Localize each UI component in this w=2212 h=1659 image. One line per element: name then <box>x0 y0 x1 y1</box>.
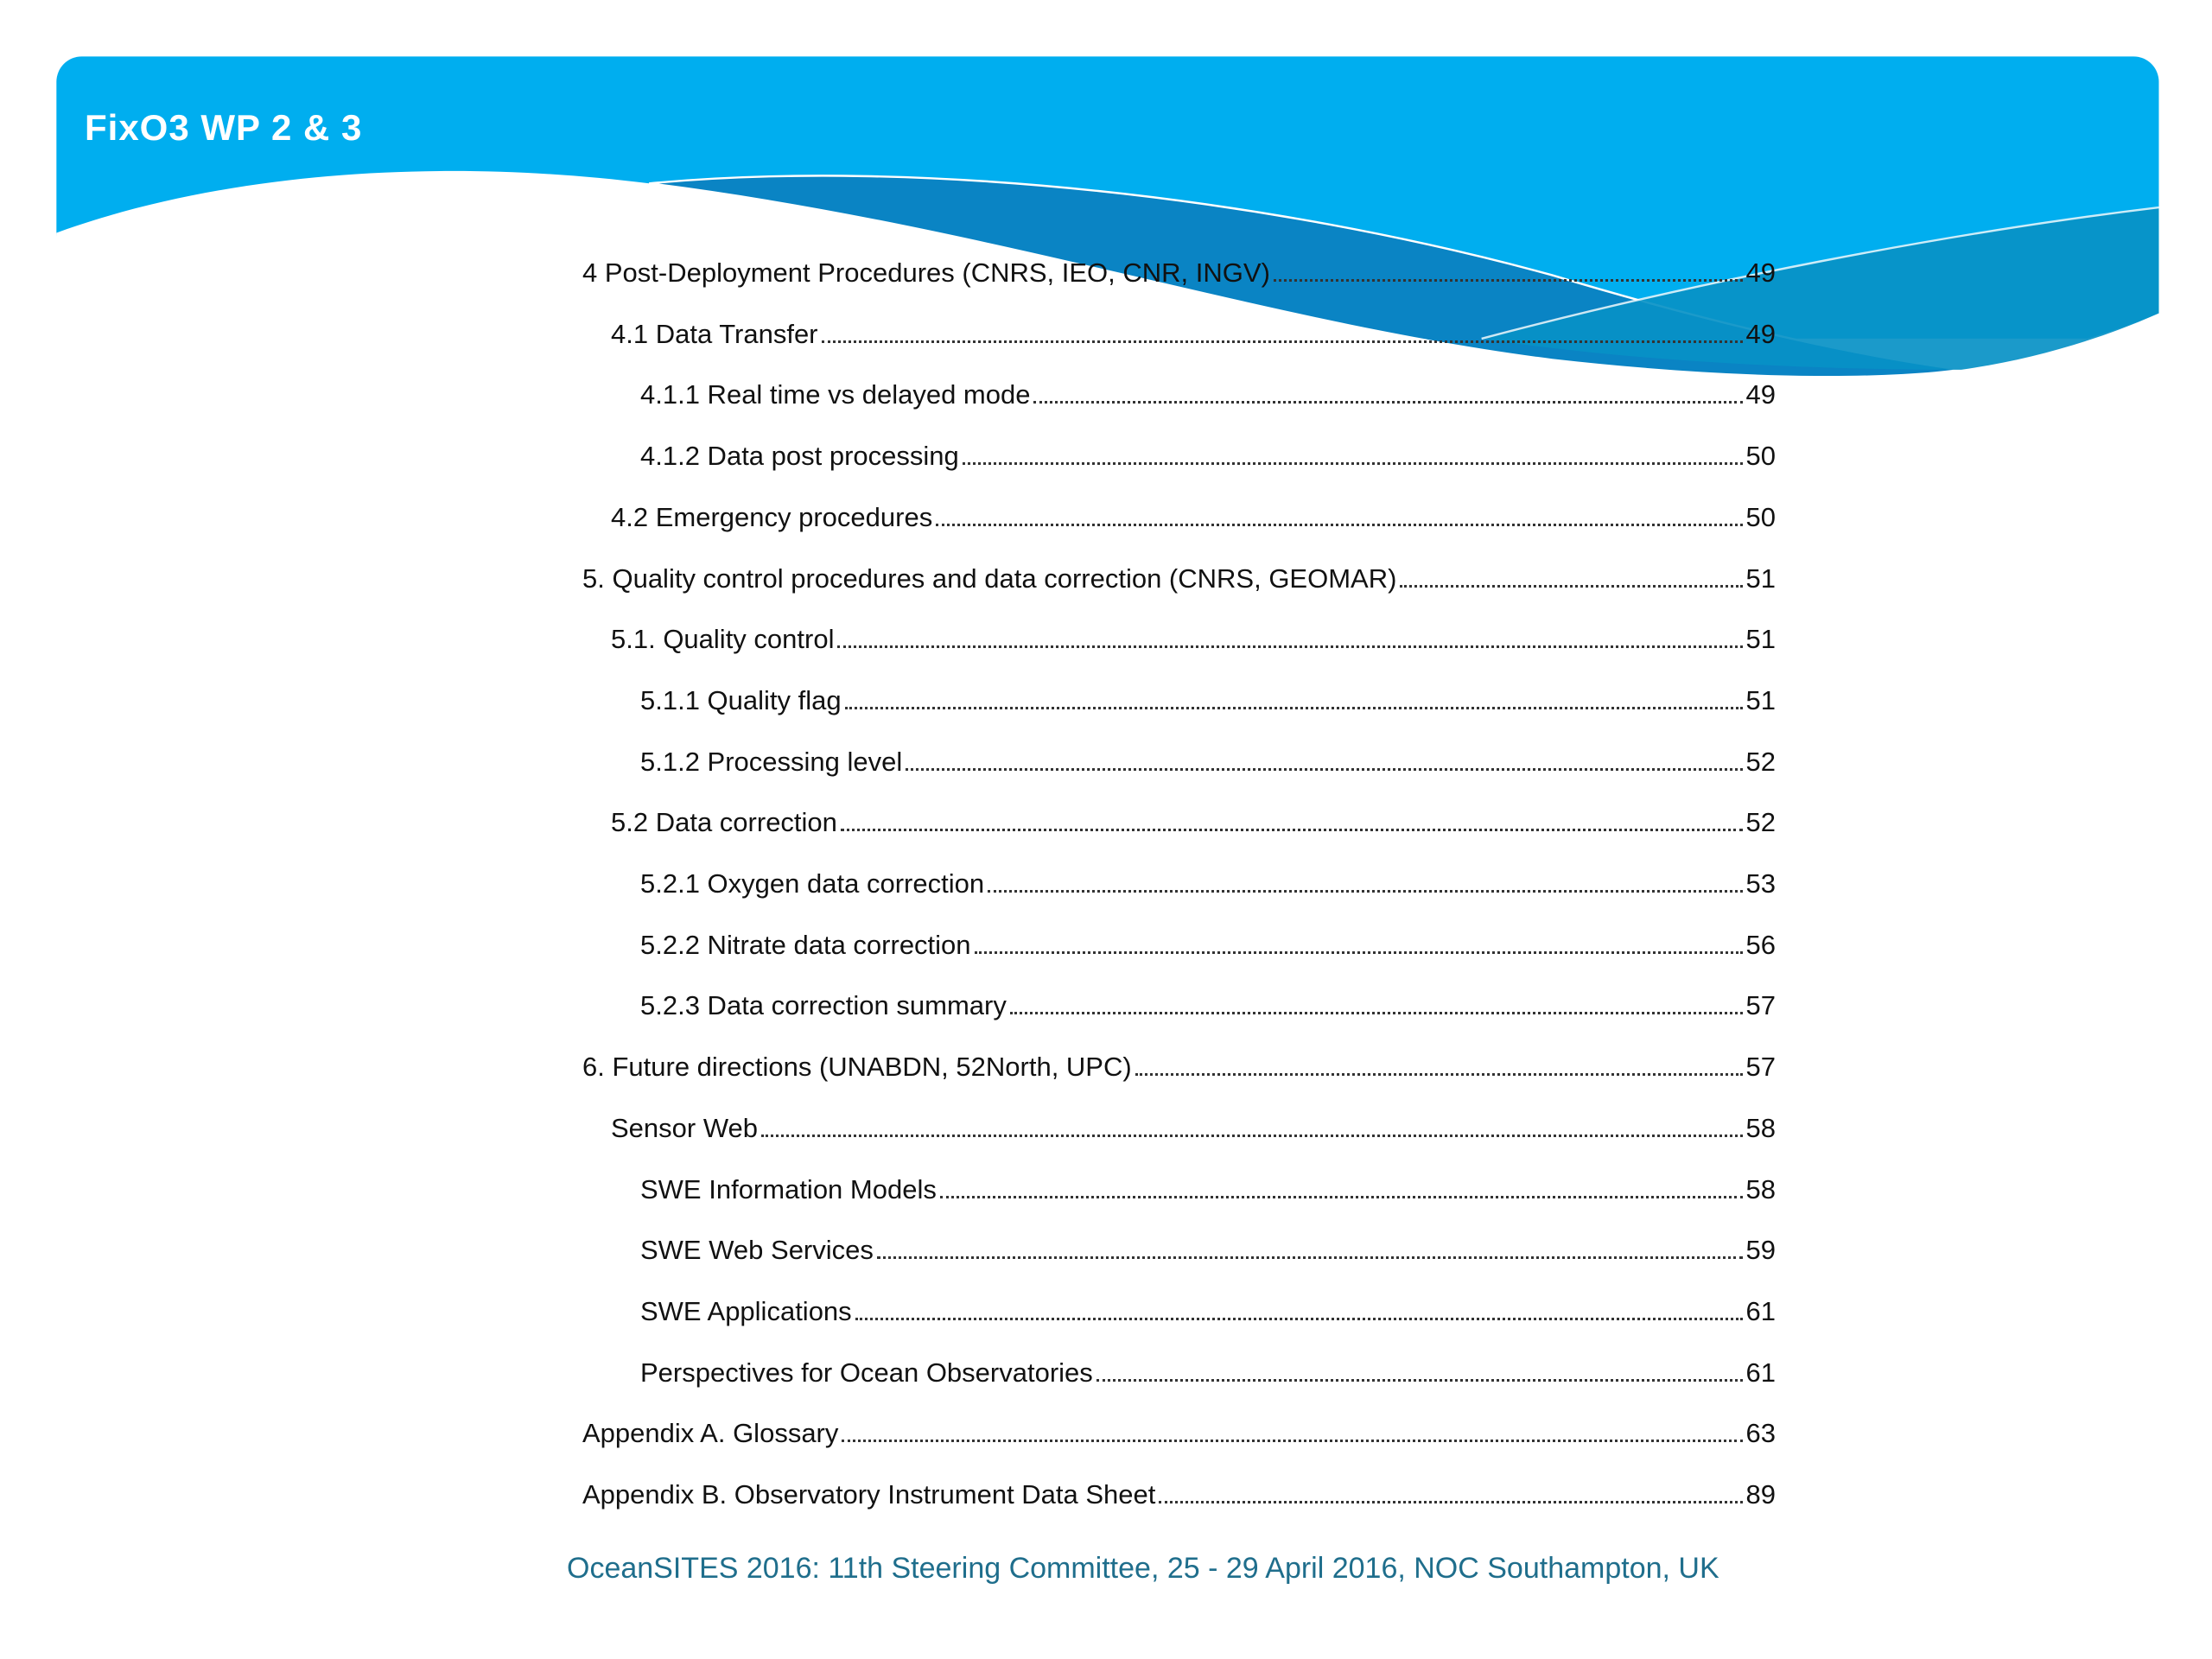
toc-leader-dots <box>877 1256 1743 1259</box>
toc-entry-label: 4.1 Data Transfer <box>611 318 818 349</box>
toc-entry-page: 56 <box>1745 929 1776 960</box>
toc-entry-page: 61 <box>1745 1357 1776 1388</box>
toc-leader-dots <box>1159 1501 1742 1503</box>
toc-entry[interactable] <box>582 245 1776 289</box>
toc-leader-dots <box>936 524 1742 526</box>
toc-entry-label: 5. Quality control procedures and data correction (CNRS, GEOMAR) <box>582 563 1397 594</box>
toc-entry[interactable] <box>582 551 1776 594</box>
toc-leader-dots <box>845 707 1743 709</box>
footer-text: OceanSITES 2016: 11th Steering Committee, 25 - 29 April 2016, NOC Southampton, UK <box>567 1552 1719 1585</box>
toc-entry-page: 51 <box>1745 563 1776 594</box>
toc-entry[interactable] <box>582 1467 1776 1510</box>
toc-entry-page: 63 <box>1745 1418 1776 1449</box>
toc-entry-label: 5.1.2 Processing level <box>640 746 903 777</box>
toc-leader-dots <box>855 1318 1743 1320</box>
toc-entry[interactable] <box>582 1039 1776 1083</box>
toc-entry-label: Appendix B. Observatory Instrument Data Sheet <box>582 1479 1156 1510</box>
toc-leader-dots <box>837 645 1742 648</box>
toc-entry-page: 53 <box>1745 868 1776 899</box>
toc-entry[interactable] <box>640 673 1776 716</box>
toc-leader-dots <box>975 951 1743 954</box>
toc-leader-dots <box>822 340 1743 343</box>
toc-entry-page: 58 <box>1745 1112 1776 1143</box>
toc-leader-dots <box>963 462 1743 465</box>
toc-entry-page: 57 <box>1745 990 1776 1021</box>
toc-entry-label: Appendix A. Glossary <box>582 1418 839 1449</box>
toc-leader-dots <box>1096 1379 1743 1382</box>
toc-entry-label: 5.2.1 Oxygen data correction <box>640 868 985 899</box>
toc-entry[interactable] <box>640 367 1776 410</box>
toc-entry-page: 50 <box>1745 441 1776 472</box>
toc-entry-page: 51 <box>1745 684 1776 715</box>
toc-entry-label: 4.1.2 Data post processing <box>640 441 959 472</box>
toc-leader-dots <box>761 1135 1743 1137</box>
toc-entry-label: 5.2 Data correction <box>611 807 837 838</box>
toc-entry-label: Perspectives for Ocean Observatories <box>640 1357 1093 1388</box>
toc-entry-label: SWE Information Models <box>640 1173 937 1205</box>
toc-entry-label: SWE Web Services <box>640 1235 874 1266</box>
toc-entry-label: 6. Future directions (UNABDN, 52North, UPC) <box>582 1052 1132 1083</box>
toc-entry[interactable] <box>611 612 1776 655</box>
toc-leader-dots <box>841 829 1743 831</box>
toc-leader-dots <box>1010 1012 1743 1014</box>
toc-entry-label: SWE Applications <box>640 1295 852 1326</box>
toc-entry-label: 4 Post-Deployment Procedures (CNRS, IEO, CNR, INGV) <box>582 257 1270 288</box>
toc-entry-page: 49 <box>1745 318 1776 349</box>
header-title: FixO3 WP 2 & 3 <box>85 107 363 148</box>
toc-entry-page: 52 <box>1745 807 1776 838</box>
toc-entry-page: 52 <box>1745 746 1776 777</box>
toc-entry-page: 50 <box>1745 501 1776 532</box>
toc-leader-dots <box>988 890 1742 893</box>
toc-entry[interactable] <box>640 1223 1776 1266</box>
toc-entry[interactable] <box>640 429 1776 472</box>
toc-leader-dots <box>842 1440 1742 1442</box>
toc-entry[interactable] <box>640 918 1776 961</box>
toc-entry[interactable] <box>611 307 1776 350</box>
toc-entry-page: 51 <box>1745 624 1776 655</box>
toc-entry[interactable] <box>640 856 1776 899</box>
toc-entry-page: 89 <box>1745 1479 1776 1510</box>
toc-leader-dots <box>940 1196 1743 1198</box>
toc-entry[interactable] <box>640 1345 1776 1389</box>
toc-entry-page: 58 <box>1745 1173 1776 1205</box>
toc-entry-page: 59 <box>1745 1235 1776 1266</box>
toc-entry-label: 5.1. Quality control <box>611 624 835 655</box>
toc-entry[interactable] <box>640 1162 1776 1205</box>
toc-leader-dots <box>1274 279 1743 282</box>
toc-entry-page: 57 <box>1745 1052 1776 1083</box>
toc-entry-label: Sensor Web <box>611 1112 759 1143</box>
toc-entry-label: 5.2.2 Nitrate data correction <box>640 929 971 960</box>
toc-entry[interactable] <box>640 734 1776 778</box>
toc-leader-dots <box>1033 401 1742 404</box>
toc-entry-page: 49 <box>1745 379 1776 410</box>
toc-entry[interactable] <box>640 978 1776 1021</box>
toc-entry-label: 5.2.3 Data correction summary <box>640 990 1007 1021</box>
toc-leader-dots <box>1135 1073 1743 1076</box>
toc-entry[interactable] <box>611 1101 1776 1144</box>
toc-entry-label: 4.2 Emergency procedures <box>611 501 933 532</box>
toc-leader-dots <box>1400 585 1742 588</box>
toc-entry[interactable] <box>611 795 1776 838</box>
toc-entry[interactable] <box>611 490 1776 533</box>
toc-entry-page: 61 <box>1745 1295 1776 1326</box>
toc-entry[interactable] <box>582 1406 1776 1449</box>
toc-entry[interactable] <box>640 1284 1776 1327</box>
toc-entry-page: 49 <box>1745 257 1776 288</box>
toc-entry-label: 4.1.1 Real time vs delayed mode <box>640 379 1031 410</box>
toc-entry-label: 5.1.1 Quality flag <box>640 684 842 715</box>
toc-leader-dots <box>906 768 1742 771</box>
